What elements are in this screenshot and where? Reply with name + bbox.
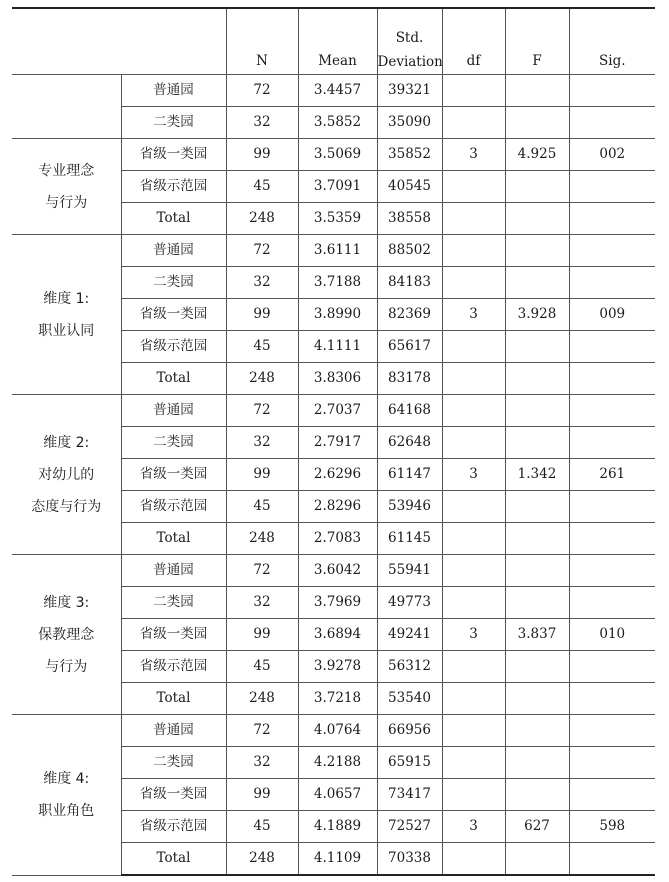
df-cell — [442, 779, 505, 811]
mean-cell: 3.6042 — [298, 555, 377, 587]
df-cell — [442, 715, 505, 747]
group-cell: 二类园 — [121, 107, 226, 139]
sig-cell: 261 — [569, 459, 655, 491]
f-cell — [505, 331, 569, 363]
std-deviation-cell: 82369 — [377, 299, 442, 331]
df-cell — [442, 331, 505, 363]
std-deviation-cell: 61145 — [377, 523, 442, 555]
sig-cell — [569, 747, 655, 779]
anova-table — [12, 7, 655, 876]
std-deviation-cell: 65617 — [377, 331, 442, 363]
f-cell — [505, 267, 569, 299]
df-cell — [442, 107, 505, 139]
std-deviation-cell: 88502 — [377, 235, 442, 267]
std-deviation-cell: 53540 — [377, 683, 442, 715]
std-deviation-cell: 84183 — [377, 267, 442, 299]
dimension-cell-blank — [12, 75, 121, 139]
group-cell: 省级一类园 — [121, 299, 226, 331]
f-cell — [505, 747, 569, 779]
table-row — [12, 75, 655, 107]
df-cell — [442, 651, 505, 683]
mean-cell: 2.6296 — [298, 459, 377, 491]
n-cell: 45 — [226, 491, 298, 523]
mean-cell: 2.7083 — [298, 523, 377, 555]
group-cell: 省级示范园 — [121, 811, 226, 843]
mean-cell: 4.0657 — [298, 779, 377, 811]
f-cell — [505, 171, 569, 203]
n-cell: 99 — [226, 619, 298, 651]
sig-cell: 010 — [569, 619, 655, 651]
mean-cell: 3.4457 — [298, 75, 377, 107]
df-cell — [442, 491, 505, 523]
f-cell: 4.925 — [505, 139, 569, 171]
table-body — [12, 75, 655, 876]
sig-cell: 009 — [569, 299, 655, 331]
n-cell: 72 — [226, 555, 298, 587]
f-cell — [505, 491, 569, 523]
n-cell: 45 — [226, 811, 298, 843]
df-cell — [442, 587, 505, 619]
mean-cell: 3.9278 — [298, 651, 377, 683]
df-cell — [442, 555, 505, 587]
f-cell: 627 — [505, 811, 569, 843]
n-cell: 99 — [226, 139, 298, 171]
df-cell — [442, 747, 505, 779]
n-cell: 32 — [226, 427, 298, 459]
df-cell: 3 — [442, 139, 505, 171]
header-sig: Sig. — [569, 8, 655, 75]
sig-cell — [569, 331, 655, 363]
std-deviation-cell: 53946 — [377, 491, 442, 523]
n-cell: 72 — [226, 715, 298, 747]
df-cell — [442, 75, 505, 107]
mean-cell: 3.7091 — [298, 171, 377, 203]
df-cell — [442, 395, 505, 427]
df-cell: 3 — [442, 619, 505, 651]
mean-cell: 2.7037 — [298, 395, 377, 427]
mean-cell: 4.1889 — [298, 811, 377, 843]
mean-cell: 3.7218 — [298, 683, 377, 715]
dimension-cell: 维度 2: 对幼儿的 态度与行为 — [12, 395, 121, 555]
sig-cell — [569, 75, 655, 107]
mean-cell: 3.6111 — [298, 235, 377, 267]
sig-cell — [569, 715, 655, 747]
mean-cell: 2.7917 — [298, 427, 377, 459]
sig-cell — [569, 203, 655, 235]
sig-cell: 002 — [569, 139, 655, 171]
n-cell: 32 — [226, 747, 298, 779]
std-deviation-cell: 38558 — [377, 203, 442, 235]
header-std-line1: Std. — [395, 30, 424, 46]
sig-cell — [569, 363, 655, 395]
df-cell — [442, 203, 505, 235]
sig-cell — [569, 491, 655, 523]
n-cell: 248 — [226, 843, 298, 876]
header-n: N — [226, 8, 298, 75]
header-mean: Mean — [298, 8, 377, 75]
table-row — [12, 139, 655, 171]
f-cell — [505, 75, 569, 107]
header-f: F — [505, 8, 569, 75]
df-cell — [442, 235, 505, 267]
table-row — [12, 555, 655, 587]
group-cell: 省级一类园 — [121, 619, 226, 651]
group-cell: 二类园 — [121, 747, 226, 779]
header-std-deviation — [377, 8, 442, 75]
group-cell: 普通园 — [121, 235, 226, 267]
group-cell: Total — [121, 843, 226, 876]
std-deviation-cell: 35090 — [377, 107, 442, 139]
group-cell: Total — [121, 203, 226, 235]
sig-cell — [569, 779, 655, 811]
mean-cell: 4.2188 — [298, 747, 377, 779]
f-cell: 3.928 — [505, 299, 569, 331]
n-cell: 45 — [226, 171, 298, 203]
f-cell — [505, 427, 569, 459]
mean-cell: 3.7969 — [298, 587, 377, 619]
std-deviation-cell: 56312 — [377, 651, 442, 683]
f-cell — [505, 779, 569, 811]
df-cell: 3 — [442, 299, 505, 331]
n-cell: 32 — [226, 267, 298, 299]
n-cell: 72 — [226, 395, 298, 427]
sig-cell — [569, 683, 655, 715]
sig-cell — [569, 395, 655, 427]
sig-cell — [569, 587, 655, 619]
n-cell: 248 — [226, 683, 298, 715]
group-cell: 省级一类园 — [121, 139, 226, 171]
f-cell — [505, 235, 569, 267]
f-cell — [505, 555, 569, 587]
mean-cell: 3.6894 — [298, 619, 377, 651]
df-cell: 3 — [442, 811, 505, 843]
df-cell — [442, 683, 505, 715]
sig-cell — [569, 171, 655, 203]
sig-cell — [569, 427, 655, 459]
table-header — [12, 8, 655, 75]
n-cell: 45 — [226, 651, 298, 683]
n-cell: 99 — [226, 779, 298, 811]
table-row — [12, 395, 655, 427]
header-row — [12, 8, 655, 75]
std-deviation-cell: 55941 — [377, 555, 442, 587]
n-cell: 248 — [226, 363, 298, 395]
std-deviation-cell: 62648 — [377, 427, 442, 459]
sig-cell — [569, 555, 655, 587]
mean-cell: 3.8990 — [298, 299, 377, 331]
group-cell: 省级示范园 — [121, 491, 226, 523]
f-cell — [505, 203, 569, 235]
sig-cell — [569, 267, 655, 299]
std-deviation-cell: 61147 — [377, 459, 442, 491]
df-cell — [442, 843, 505, 876]
sig-cell — [569, 843, 655, 876]
std-deviation-cell: 65915 — [377, 747, 442, 779]
sig-cell — [569, 523, 655, 555]
df-cell: 3 — [442, 459, 505, 491]
group-cell: 普通园 — [121, 555, 226, 587]
mean-cell: 4.1109 — [298, 843, 377, 876]
mean-cell: 3.5069 — [298, 139, 377, 171]
group-cell: 二类园 — [121, 267, 226, 299]
group-cell: 普通园 — [121, 715, 226, 747]
f-cell: 3.837 — [505, 619, 569, 651]
n-cell: 72 — [226, 75, 298, 107]
mean-cell: 4.1111 — [298, 331, 377, 363]
f-cell — [505, 587, 569, 619]
group-cell: 省级一类园 — [121, 459, 226, 491]
f-cell — [505, 715, 569, 747]
group-cell: 省级一类园 — [121, 779, 226, 811]
group-cell: 普通园 — [121, 75, 226, 107]
dimension-cell: 专业理念 与行为 — [12, 139, 121, 235]
table-row — [12, 715, 655, 747]
std-deviation-cell: 83178 — [377, 363, 442, 395]
mean-cell: 3.5359 — [298, 203, 377, 235]
std-deviation-cell: 73417 — [377, 779, 442, 811]
n-cell: 248 — [226, 523, 298, 555]
mean-cell: 3.5852 — [298, 107, 377, 139]
group-cell: 省级示范园 — [121, 651, 226, 683]
n-cell: 99 — [226, 459, 298, 491]
df-cell — [442, 427, 505, 459]
dimension-cell: 维度 4: 职业角色 — [12, 715, 121, 876]
df-cell — [442, 267, 505, 299]
f-cell: 1.342 — [505, 459, 569, 491]
mean-cell: 3.7188 — [298, 267, 377, 299]
n-cell: 248 — [226, 203, 298, 235]
n-cell: 99 — [226, 299, 298, 331]
group-cell: Total — [121, 363, 226, 395]
group-cell: 省级示范园 — [121, 331, 226, 363]
header-std-line2: Deviation — [377, 54, 443, 70]
std-deviation-cell: 39321 — [377, 75, 442, 107]
header-df: df — [442, 8, 505, 75]
df-cell — [442, 171, 505, 203]
std-deviation-cell: 66956 — [377, 715, 442, 747]
group-cell: 省级示范园 — [121, 171, 226, 203]
n-cell: 32 — [226, 107, 298, 139]
sig-cell — [569, 651, 655, 683]
dimension-cell: 维度 1: 职业认同 — [12, 235, 121, 395]
f-cell — [505, 523, 569, 555]
std-deviation-cell: 49773 — [377, 587, 442, 619]
f-cell — [505, 843, 569, 876]
f-cell — [505, 107, 569, 139]
header-blank-cell — [12, 8, 226, 75]
std-deviation-cell: 49241 — [377, 619, 442, 651]
dimension-cell: 维度 3: 保教理念 与行为 — [12, 555, 121, 715]
n-cell: 32 — [226, 587, 298, 619]
df-cell — [442, 523, 505, 555]
f-cell — [505, 363, 569, 395]
mean-cell: 4.0764 — [298, 715, 377, 747]
df-cell — [442, 363, 505, 395]
f-cell — [505, 395, 569, 427]
sig-cell: 598 — [569, 811, 655, 843]
std-deviation-cell: 64168 — [377, 395, 442, 427]
group-cell: Total — [121, 523, 226, 555]
group-cell: 普通园 — [121, 395, 226, 427]
std-deviation-cell: 70338 — [377, 843, 442, 876]
std-deviation-cell: 72527 — [377, 811, 442, 843]
f-cell — [505, 683, 569, 715]
table-row — [12, 235, 655, 267]
mean-cell: 2.8296 — [298, 491, 377, 523]
group-cell: 二类园 — [121, 427, 226, 459]
group-cell: 二类园 — [121, 587, 226, 619]
f-cell — [505, 651, 569, 683]
std-deviation-cell: 35852 — [377, 139, 442, 171]
group-cell: Total — [121, 683, 226, 715]
n-cell: 72 — [226, 235, 298, 267]
mean-cell: 3.8306 — [298, 363, 377, 395]
std-deviation-cell: 40545 — [377, 171, 442, 203]
n-cell: 45 — [226, 331, 298, 363]
sig-cell — [569, 235, 655, 267]
sig-cell — [569, 107, 655, 139]
